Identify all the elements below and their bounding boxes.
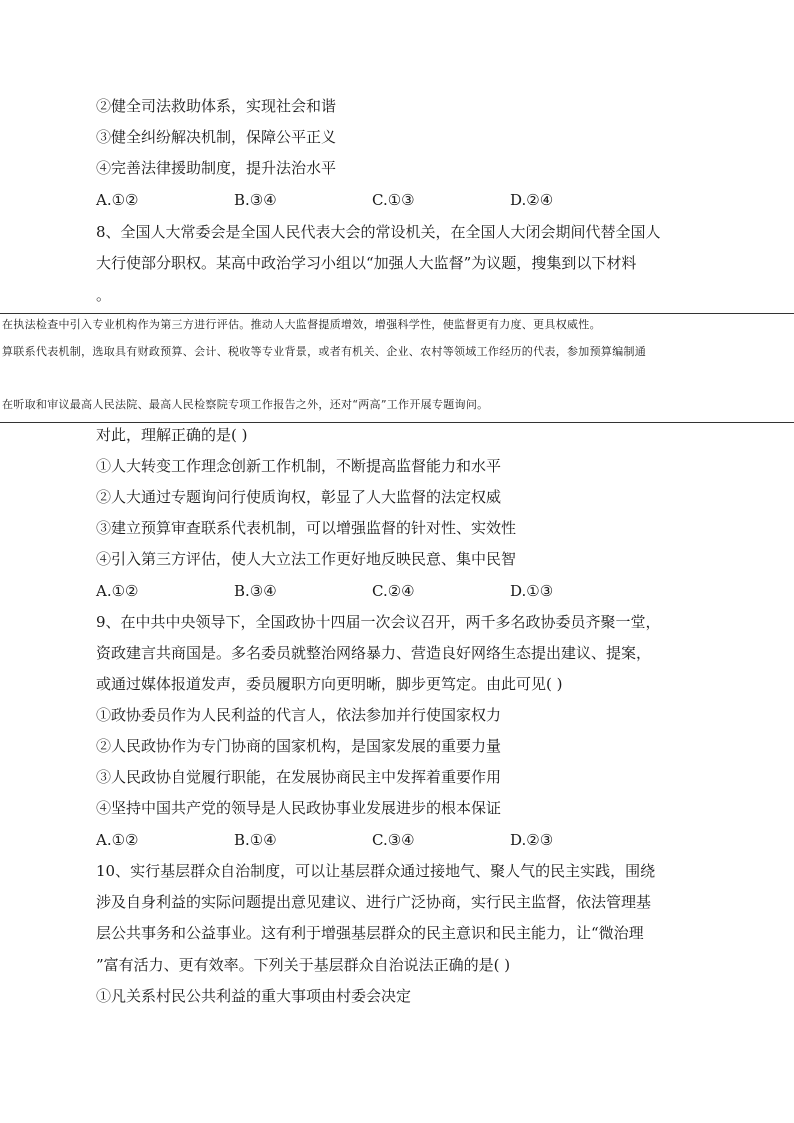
q8-option-d: D.①③ [510, 582, 554, 600]
q7-option-a: A.①② [96, 191, 139, 209]
q8-options [96, 581, 696, 601]
q9-stem-line-2: 资政建言共商国是。多名委员就整治网络暴力、营造良好网络生态提出建议、提案， [96, 644, 652, 662]
q10-stem-line-2: 涉及自身利益的实际问题提出意见建议、进行广泛协商，实行民主监督，依法管理基 [96, 893, 652, 911]
q8-stem-line-3: 。 [96, 286, 112, 304]
q10-statement-1: ①凡关系村民公共利益的重大事项由村委会决定 [96, 987, 412, 1005]
q7-option-c: C.①③ [372, 191, 415, 209]
q8-stem-line-1: 8、全国人大常委会是全国人民代表大会的常设机关，在全国人大闭会期间代替全国人 [96, 223, 661, 241]
q7-statement-3: ③健全纠纷解决机制，保障公平正义 [96, 128, 337, 146]
q8-material-table [0, 313, 794, 423]
q7-options [96, 190, 696, 210]
q8-statement-3: ③建立预算审查联系代表机制，可以增强监督的针对性、实效性 [96, 519, 517, 537]
q8-material-2: 算联系代表机制，选取具有财政预算、会计、税收等专业背景，或者有机关、企业、农村等领域工作经历的代表，参加预算编制通 [2, 345, 647, 358]
q9-option-a: A.①② [96, 831, 139, 849]
q8-statement-2: ②人大通过专题询问行使质询权，彰显了人大监督的法定权威 [96, 488, 502, 506]
q9-option-c: C.③④ [372, 831, 415, 849]
q7-option-d: D.②④ [510, 191, 554, 209]
q10-stem-line-1: 10、实行基层群众自治制度，可以让基层群众通过接地气、聚人气的民主实践，围绕 [96, 862, 656, 880]
q9-option-d: D.②③ [510, 831, 554, 849]
q7-option-b: B.③④ [234, 191, 277, 209]
q9-option-b: B.①④ [234, 831, 277, 849]
q8-statement-1: ①人大转变工作理念创新工作机制，不断提高监督能力和水平 [96, 457, 502, 475]
q10-stem-line-3: 层公共事务和公益事业。这有利于增强基层群众的民主意识和民主能力，让“微治理 [96, 924, 644, 942]
q10-stem-line-4: ”富有活力、更有效率。下列关于基层群众自治说法正确的是( ) [96, 956, 511, 974]
q8-material-1: 在执法检查中引入专业机构作为第三方进行评估。推动人大监督提质增效，增强科学性，使监督更有力度、更具权威性。 [2, 318, 601, 331]
q9-options [96, 830, 696, 850]
q8-option-b: B.③④ [234, 582, 277, 600]
q8-option-a: A.①② [96, 582, 139, 600]
q9-stem-line-1: 9、在中共中央领导下，全国政协十四届一次会议召开，两千多名政协委员齐聚一堂， [96, 613, 661, 631]
q9-statement-3: ③人民政协自觉履行职能，在发展协商民主中发挥着重要作用 [96, 768, 502, 786]
q9-statement-1: ①政协委员作为人民利益的代言人，依法参加并行使国家权力 [96, 706, 502, 724]
q8-statement-4: ④引入第三方评估，使人大立法工作更好地反映民意、集中民智 [96, 550, 517, 568]
q8-material-3: 在听取和审议最高人民法院、最高人民检察院专项工作报告之外，还对“两高”工作开展专题询问。 [2, 398, 489, 411]
q9-statement-4: ④坚持中国共产党的领导是人民政协事业发展进步的根本保证 [96, 799, 502, 817]
q8-option-c: C.②④ [372, 582, 415, 600]
q9-stem-line-3: 或通过媒体报道发声，委员履职方向更明晰，脚步更笃定。由此可见( ) [96, 675, 563, 693]
q9-statement-2: ②人民政协作为专门协商的国家机构，是国家发展的重要力量 [96, 737, 502, 755]
q8-prompt: 对此，理解正确的是( ) [96, 426, 248, 444]
q7-statement-4: ④完善法律援助制度，提升法治水平 [96, 159, 337, 177]
q8-stem-line-2: 大行使部分职权。某高中政治学习小组以“加强人大监督”为议题，搜集到以下材料 [96, 254, 637, 272]
q7-statement-2: ②健全司法救助体系，实现社会和谐 [96, 97, 337, 115]
